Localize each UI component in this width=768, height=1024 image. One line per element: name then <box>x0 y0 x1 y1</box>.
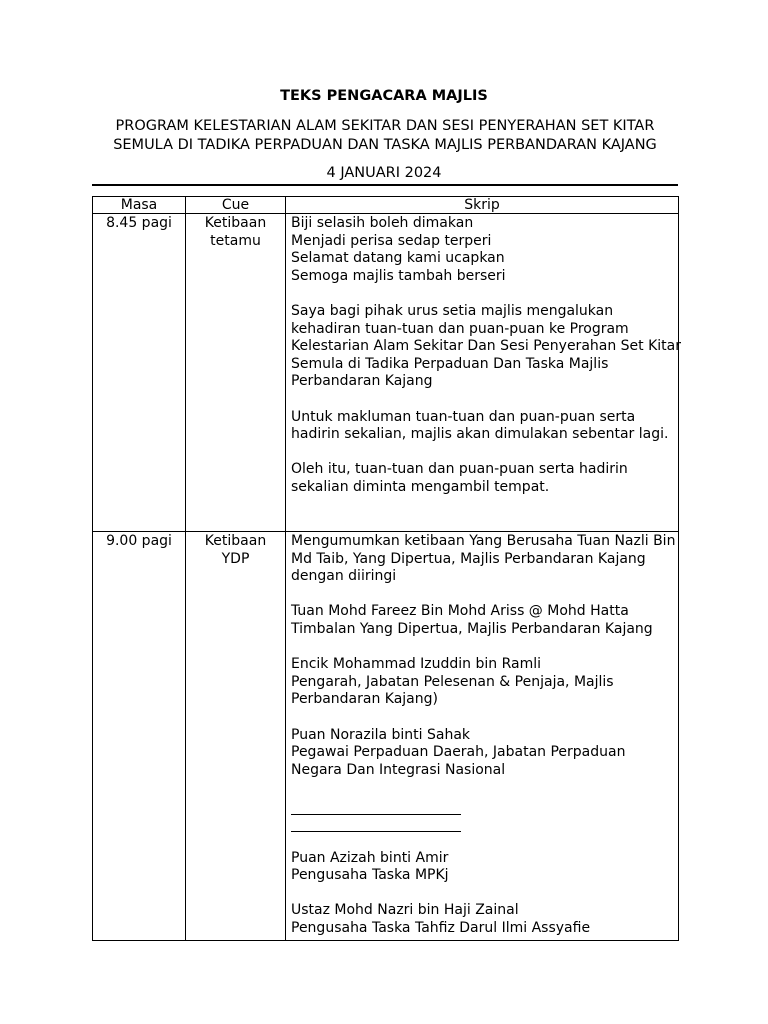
guest-position: Negara Dan Integrasi Nasional <box>291 761 506 778</box>
column-header-masa: Masa <box>93 197 186 214</box>
seating-paragraph <box>291 461 673 496</box>
document-title: TEKS PENGACARA MAJLIS <box>280 88 488 104</box>
guest-entry <box>291 603 673 638</box>
table-header-row <box>93 197 679 214</box>
guest-position: Timbalan Yang Dipertua, Majlis Perbandaran Kajang <box>291 620 653 637</box>
skrip-cell <box>286 214 682 532</box>
announcement-paragraph <box>291 533 676 586</box>
guest-entry <box>291 902 673 937</box>
skrip-line: Mengumumkan ketibaan Yang Berusaha Tuan Nazli Bin <box>291 533 676 549</box>
guest-entry <box>291 727 673 780</box>
script-table <box>92 196 682 941</box>
skrip-line: Md Taib, Yang Dipertua, Majlis Perbandaran Kajang <box>291 550 646 567</box>
guest-name: Puan Azizah binti Amir <box>291 849 449 866</box>
notice-paragraph <box>291 409 673 444</box>
column-header-cue: Cue <box>186 197 286 214</box>
program-title <box>92 117 678 155</box>
guest-position: Pengarah, Jabatan Pelesenan & Penjaja, Majlis <box>291 673 614 690</box>
header-divider <box>92 184 678 186</box>
welcome-paragraph <box>291 302 682 391</box>
skrip-line: sekalian diminta mengambil tempat. <box>291 478 550 495</box>
blank-line <box>291 815 461 833</box>
guest-name: Puan Norazila binti Sahak <box>291 726 471 743</box>
guest-entry <box>291 850 673 885</box>
table-row <box>93 214 679 532</box>
blank-line <box>291 797 461 815</box>
masa-cell: 8.45 pagi <box>93 214 186 532</box>
blank-guest-entry <box>291 797 673 832</box>
skrip-line: Biji selasih boleh dimakan <box>291 215 474 231</box>
guest-name: Encik Mohammad Izuddin bin Ramli <box>291 656 542 673</box>
pantun-paragraph <box>291 215 673 285</box>
skrip-line: Perbandaran Kajang <box>291 373 433 390</box>
skrip-line: Saya bagi pihak urus setia majlis mengalukan <box>291 302 614 319</box>
skrip-line: Menjadi perisa sedap terperi <box>291 232 492 249</box>
cue-cell <box>186 214 286 532</box>
program-title-line: PROGRAM KELESTARIAN ALAM SEKITAR DAN SESI PENYERAHAN SET KITAR <box>115 118 655 134</box>
program-title-line: SEMULA DI TADIKA PERPADUAN DAN TASKA MAJLIS PERBANDARAN KAJANG <box>113 137 657 153</box>
guest-position: Pegawai Perpaduan Daerah, Jabatan Perpaduan <box>291 744 626 761</box>
cue-cell <box>186 532 286 941</box>
cue-line: Ketibaan <box>204 215 267 231</box>
cue-line: YDP <box>221 550 250 567</box>
skrip-line: kehadiran tuan-tuan dan puan-puan ke Program <box>291 320 629 337</box>
skrip-cell <box>286 532 679 941</box>
table-row <box>93 532 679 941</box>
guest-position: Pengusaha Taska MPKj <box>291 867 449 884</box>
guest-name: Tuan Mohd Fareez Bin Mohd Ariss @ Mohd Hatta <box>291 603 629 620</box>
skrip-line: Kelestarian Alam Sekitar Dan Sesi Penyerahan Set Kitar <box>291 338 682 355</box>
column-header-skrip: Skrip <box>286 197 679 214</box>
skrip-line: Semoga majlis tambah berseri <box>291 267 506 284</box>
guest-position: Pengusaha Taska Tahfiz Darul Ilmi Assyafie <box>291 920 591 937</box>
cue-line: Ketibaan <box>204 533 267 549</box>
skrip-line: Selamat datang kami ucapkan <box>291 250 505 267</box>
skrip-line: Oleh itu, tuan-tuan dan puan-puan serta hadirin <box>291 461 628 478</box>
skrip-line: Untuk makluman tuan-tuan dan puan-puan serta <box>291 408 636 425</box>
skrip-line: dengan diiringi <box>291 568 397 585</box>
guest-position: Perbandaran Kajang) <box>291 691 438 708</box>
skrip-line: hadirin sekalian, majlis akan dimulakan sebentar lagi. <box>291 426 669 443</box>
guest-name: Ustaz Mohd Nazri bin Haji Zainal <box>291 902 519 919</box>
masa-cell: 9.00 pagi <box>93 532 186 941</box>
cue-line: tetamu <box>210 232 261 249</box>
guest-entry <box>291 656 673 709</box>
event-date: 4 JANUARI 2024 <box>326 165 442 181</box>
skrip-line: Semula di Tadika Perpaduan Dan Taska Majlis <box>291 355 609 372</box>
